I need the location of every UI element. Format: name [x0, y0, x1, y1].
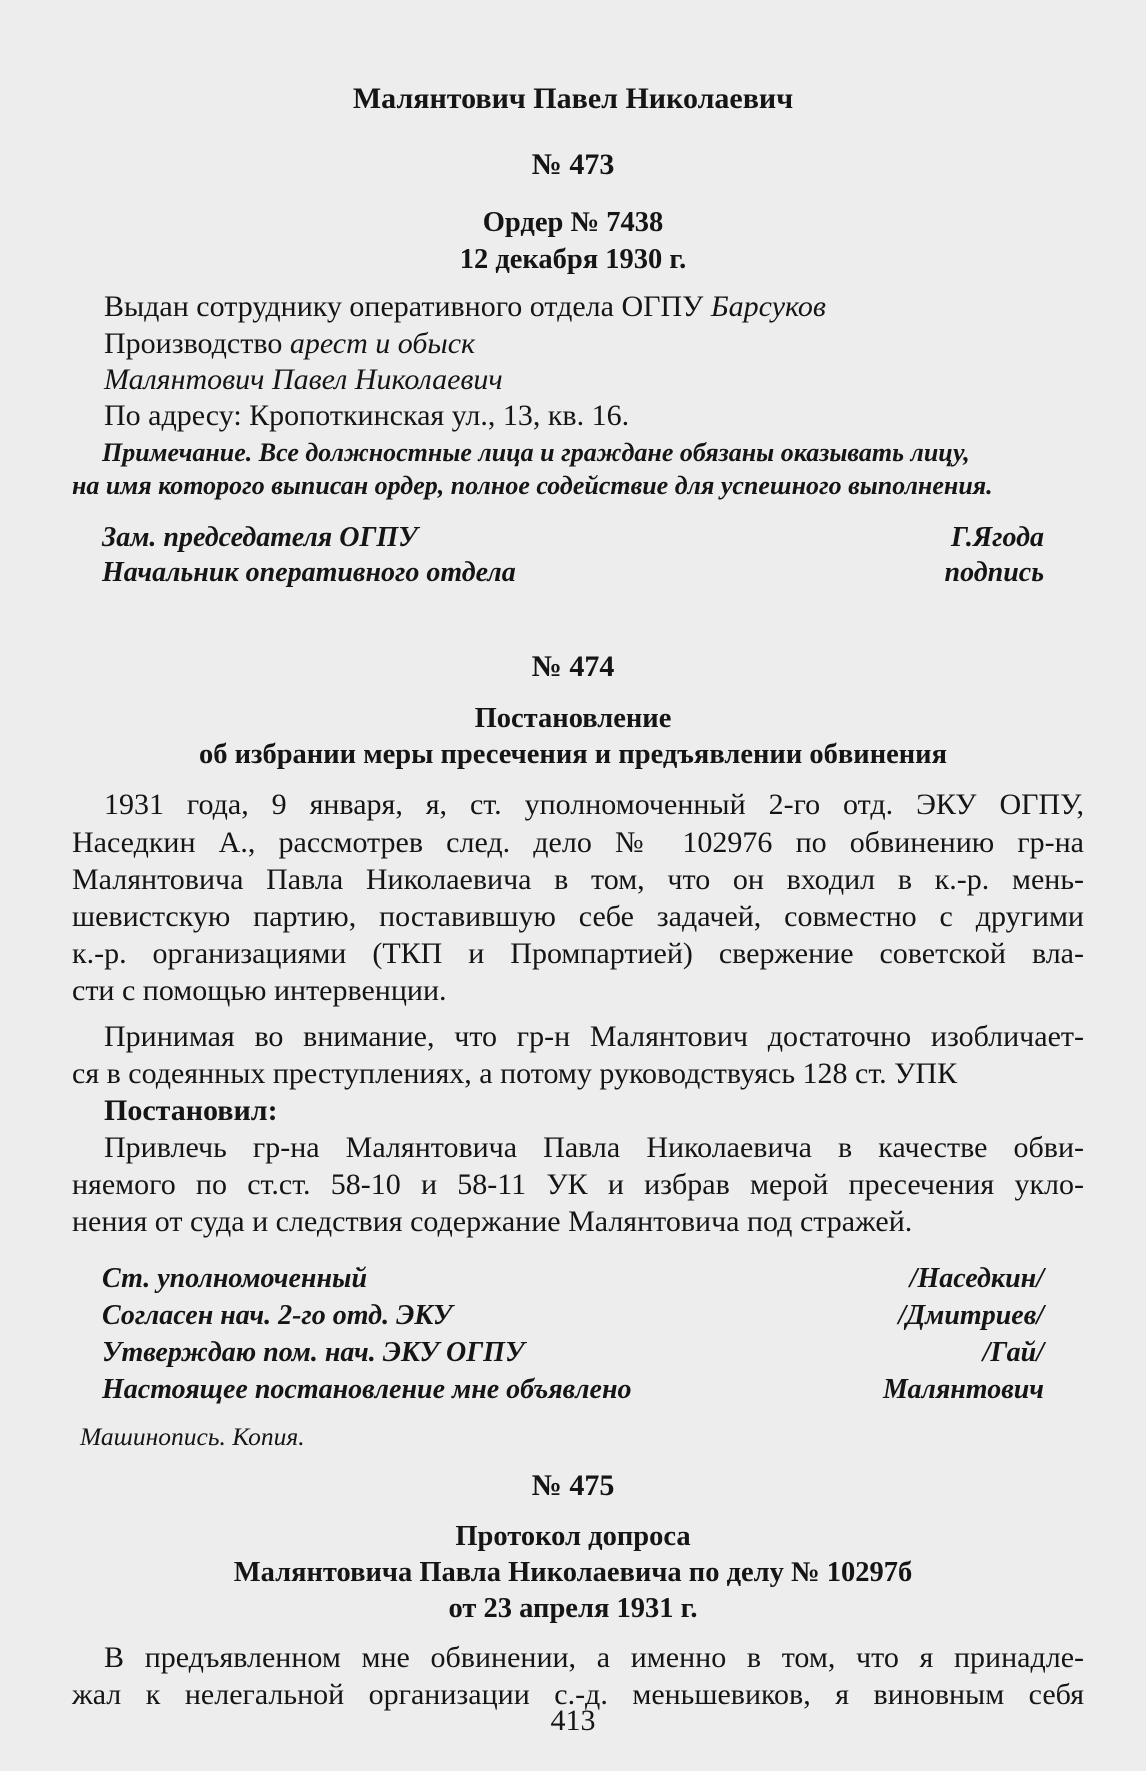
signature-name: подпись: [944, 557, 1044, 588]
doc474-p1-line: Малянтовича Павла Николаевича в том, что он входил в к.-р. мень-: [72, 863, 1084, 896]
signature-name: /Гай/: [982, 1337, 1044, 1368]
doc474-subtitle: об избрании меры пресечения и предъявлении обвинения: [198, 739, 948, 770]
doc475-subtitle: Малянтовича Павла Николаевича по делу № 10297б: [233, 1557, 913, 1588]
doc475-title: Протокол допроса: [455, 1521, 691, 1552]
page-number: 413: [550, 1704, 596, 1737]
doc473-address: По адресу: Кропоткинская ул., 13, кв. 16.: [104, 399, 630, 432]
signature-name: Г.Ягода: [951, 522, 1044, 553]
doc473-note-line2: на имя которого выписан ордер, полное содействие для успешного выполнения.: [72, 471, 993, 500]
doc474-source-note: Машинопись. Копия.: [80, 1422, 305, 1451]
doc475-number: № 475: [531, 1469, 615, 1502]
doc474-p1-line: Наседкин А., рассмотрев след. дело № 102976 по обвинению гр-на: [72, 826, 1084, 859]
doc473-person: Малянтович Павел Николаевич: [104, 363, 503, 396]
doc474-signature-row: Ст. уполномоченный /Наседкин/: [102, 1263, 1044, 1294]
doc474-p2-line: ся в содеянных преступлениях, а потому руководствуясь 128 ст. УПК: [72, 1057, 958, 1090]
doc474-signature-row: Настоящее постановление мне объявлено Малянтович: [102, 1374, 1044, 1405]
doc473-issued: Выдан сотруднику оперативного отдела ОГПУ Барсуков: [104, 290, 826, 323]
doc474-p2-line: Принимая во внимание, что гр-н Малянтович достаточно изобличает-: [104, 1020, 1084, 1053]
doc473-note-line1: Примечание. Все должностные лица и граждане обязаны оказывать лицу,: [102, 438, 970, 467]
doc474-p1-line: сти с помощью интервенции.: [72, 974, 447, 1007]
doc473-order: Ордер № 7438: [482, 207, 664, 238]
doc474-signature-row: Утверждаю пом. нач. ЭКУ ОГПУ /Гай/: [102, 1337, 1044, 1368]
signature-name: /Дмитриев/: [898, 1300, 1044, 1331]
doc474-number: № 474: [531, 650, 615, 683]
signature-name: Малянтович: [882, 1374, 1044, 1405]
doc473-officer-name: Барсуков: [710, 290, 826, 323]
doc473-name: Малянтович Павел Николаевич: [352, 82, 794, 115]
doc475-p1-line: жал к нелегальной организации с.-д. меньшевиков, я виновным себя: [72, 1678, 1084, 1711]
doc474-p3-line: Привлечь гр-на Малянтовича Павла Николаевича в качестве обви-: [104, 1131, 1084, 1164]
doc474-resolved-label: Постановил:: [104, 1094, 278, 1127]
doc474-p1-line: шевистскую партию, поставившую себе задачей, совместно с другими: [72, 900, 1084, 933]
doc473-date: 12 декабря 1930 г.: [459, 244, 687, 275]
doc473-signature-row: Зам. председателя ОГПУ Г.Ягода: [102, 522, 1044, 553]
doc474-p3-line: нения от суда и следствия содержание Малянтовича под стражей.: [72, 1205, 913, 1238]
doc474-signature-row: Согласен нач. 2-го отд. ЭКУ /Дмитриев/: [102, 1300, 1044, 1331]
doc473-production: Производство арест и обыск: [104, 327, 476, 360]
signature-name: /Наседкин/: [909, 1263, 1044, 1294]
doc474-p1-line: 1931 года, 9 января, я, ст. уполномоченный 2-го отд. ЭКУ ОГПУ,: [104, 788, 1084, 821]
doc473-number: № 473: [531, 148, 615, 181]
doc474-title: Постановление: [474, 703, 672, 734]
doc475-date: от 23 апреля 1931 г.: [448, 1593, 698, 1624]
doc475-p1-line: В предъявленном мне обвинении, а именно в том, что я принадле-: [104, 1641, 1084, 1674]
doc474-p1-line: к.-р. организациями (ТКП и Промпартией) свержение советской вла-: [72, 937, 1084, 970]
note-label: Примечание.: [102, 438, 253, 467]
doc473-signature-row: Начальник оперативного отдела подпись: [102, 557, 1044, 588]
doc474-p3-line: няемого по ст.ст. 58-10 и 58-11 УК и избрав мерой пресечения укло-: [72, 1168, 1084, 1201]
